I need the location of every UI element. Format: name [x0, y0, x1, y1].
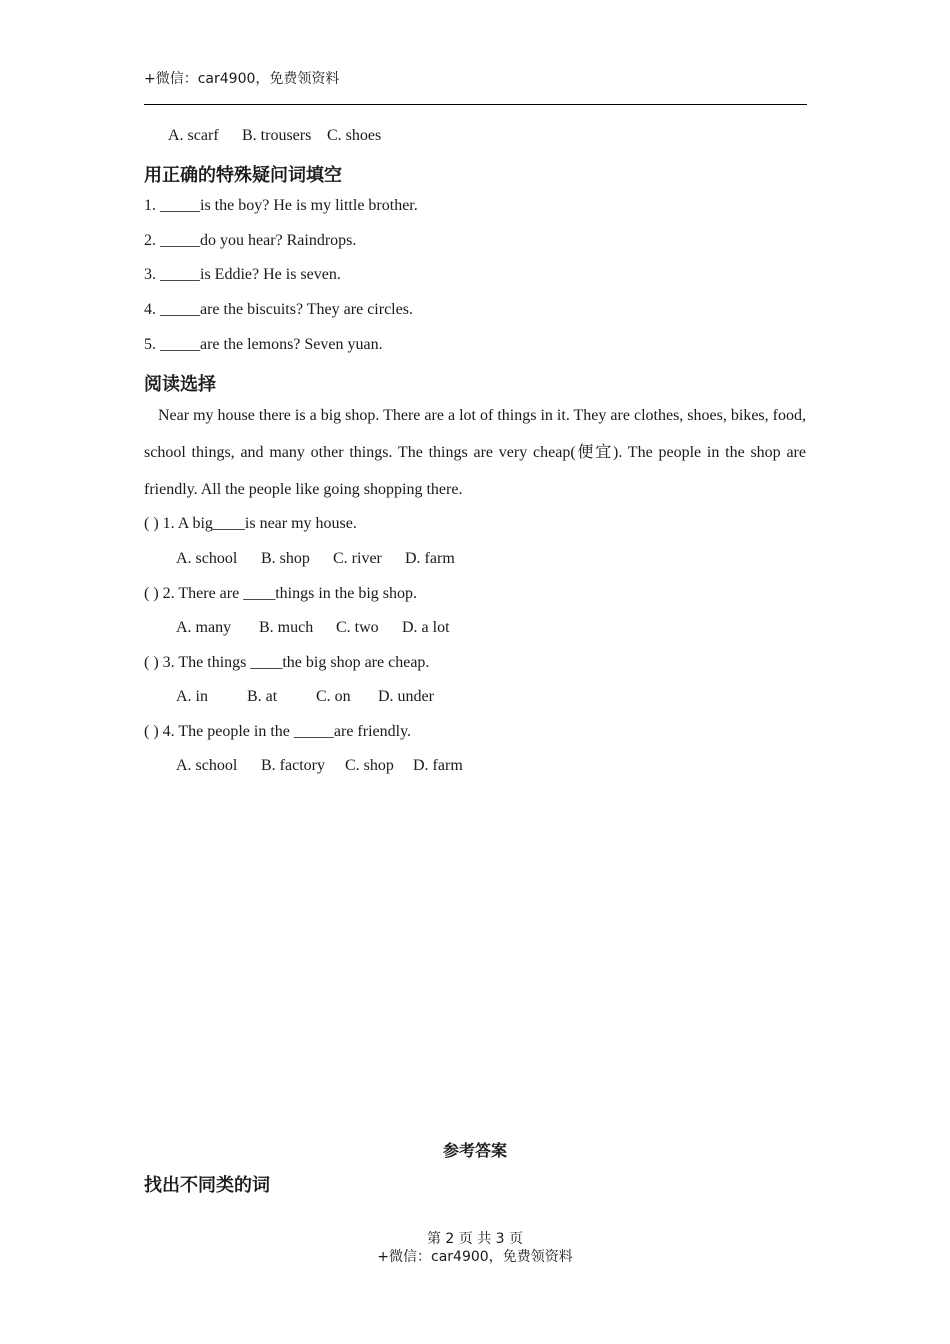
- fill-item-5: 5. _____are the lemons? Seven yuan.: [144, 336, 383, 353]
- q4-option-a: A. school: [176, 757, 238, 774]
- q4-option-b: B. factory: [261, 757, 325, 774]
- q1-option-c: C. river: [333, 550, 382, 567]
- q3-option-d: D. under: [378, 688, 434, 705]
- q1-option-d: D. farm: [405, 550, 455, 567]
- fill-item-1: 1. _____is the boy? He is my little brother.: [144, 197, 418, 214]
- reading-question-1: ( ) 1. A big____is near my house.: [144, 515, 357, 532]
- page-number: 第 2 页 共 3 页: [426, 1231, 524, 1247]
- fill-item-4: 4. _____are the biscuits? They are circles.: [144, 301, 413, 318]
- reading-passage: Near my house there is a big shop. There are a lot of things in it. They are clothes, shoes, bikes, food, school things, and many other things. The things are very cheap(便宜). The people in the shop are friendly. All the people like going shopping there.: [144, 407, 806, 498]
- reading-question-4: ( ) 4. The people in the _____are friendly.: [144, 723, 412, 740]
- fill-item-2: 2. _____do you hear? Raindrops.: [144, 232, 357, 249]
- q3-option-a: A. in: [176, 688, 208, 705]
- q2-option-a: A. many: [176, 619, 232, 636]
- reading-question-3: ( ) 3. The things ____the big shop are cheap.: [144, 654, 430, 671]
- q3-option-b: B. at: [247, 688, 278, 705]
- q4-option-c: C. shop: [345, 757, 394, 774]
- q2-option-d: D. a lot: [402, 619, 450, 636]
- q1-option-a: A. school: [176, 550, 238, 567]
- prev-option-c: C. shoes: [327, 127, 382, 144]
- reading-question-2: ( ) 2. There are ____things in the big shop.: [144, 585, 417, 602]
- section-fill-question-words-title: 用正确的特殊疑问词填空: [144, 165, 342, 186]
- q1-option-b: B. shop: [261, 550, 310, 567]
- prev-option-b: B. trousers: [242, 127, 312, 144]
- footer-watermark-note: +微信：car4900，免费领资料: [377, 1249, 573, 1265]
- answer-key-title: 参考答案: [442, 1141, 507, 1160]
- answer-section-title: 找出不同类的词: [144, 1175, 270, 1196]
- q2-option-b: B. much: [259, 619, 314, 636]
- q2-option-c: C. two: [336, 619, 379, 636]
- q4-option-d: D. farm: [413, 757, 463, 774]
- fill-item-3: 3. _____is Eddie? He is seven.: [144, 266, 341, 283]
- q3-option-c: C. on: [316, 688, 351, 705]
- prev-option-a: A. scarf: [168, 127, 219, 144]
- header-divider: [144, 104, 807, 105]
- section-reading-title: 阅读选择: [144, 374, 216, 395]
- header-watermark-note: +微信：car4900，免费领资料: [144, 71, 340, 87]
